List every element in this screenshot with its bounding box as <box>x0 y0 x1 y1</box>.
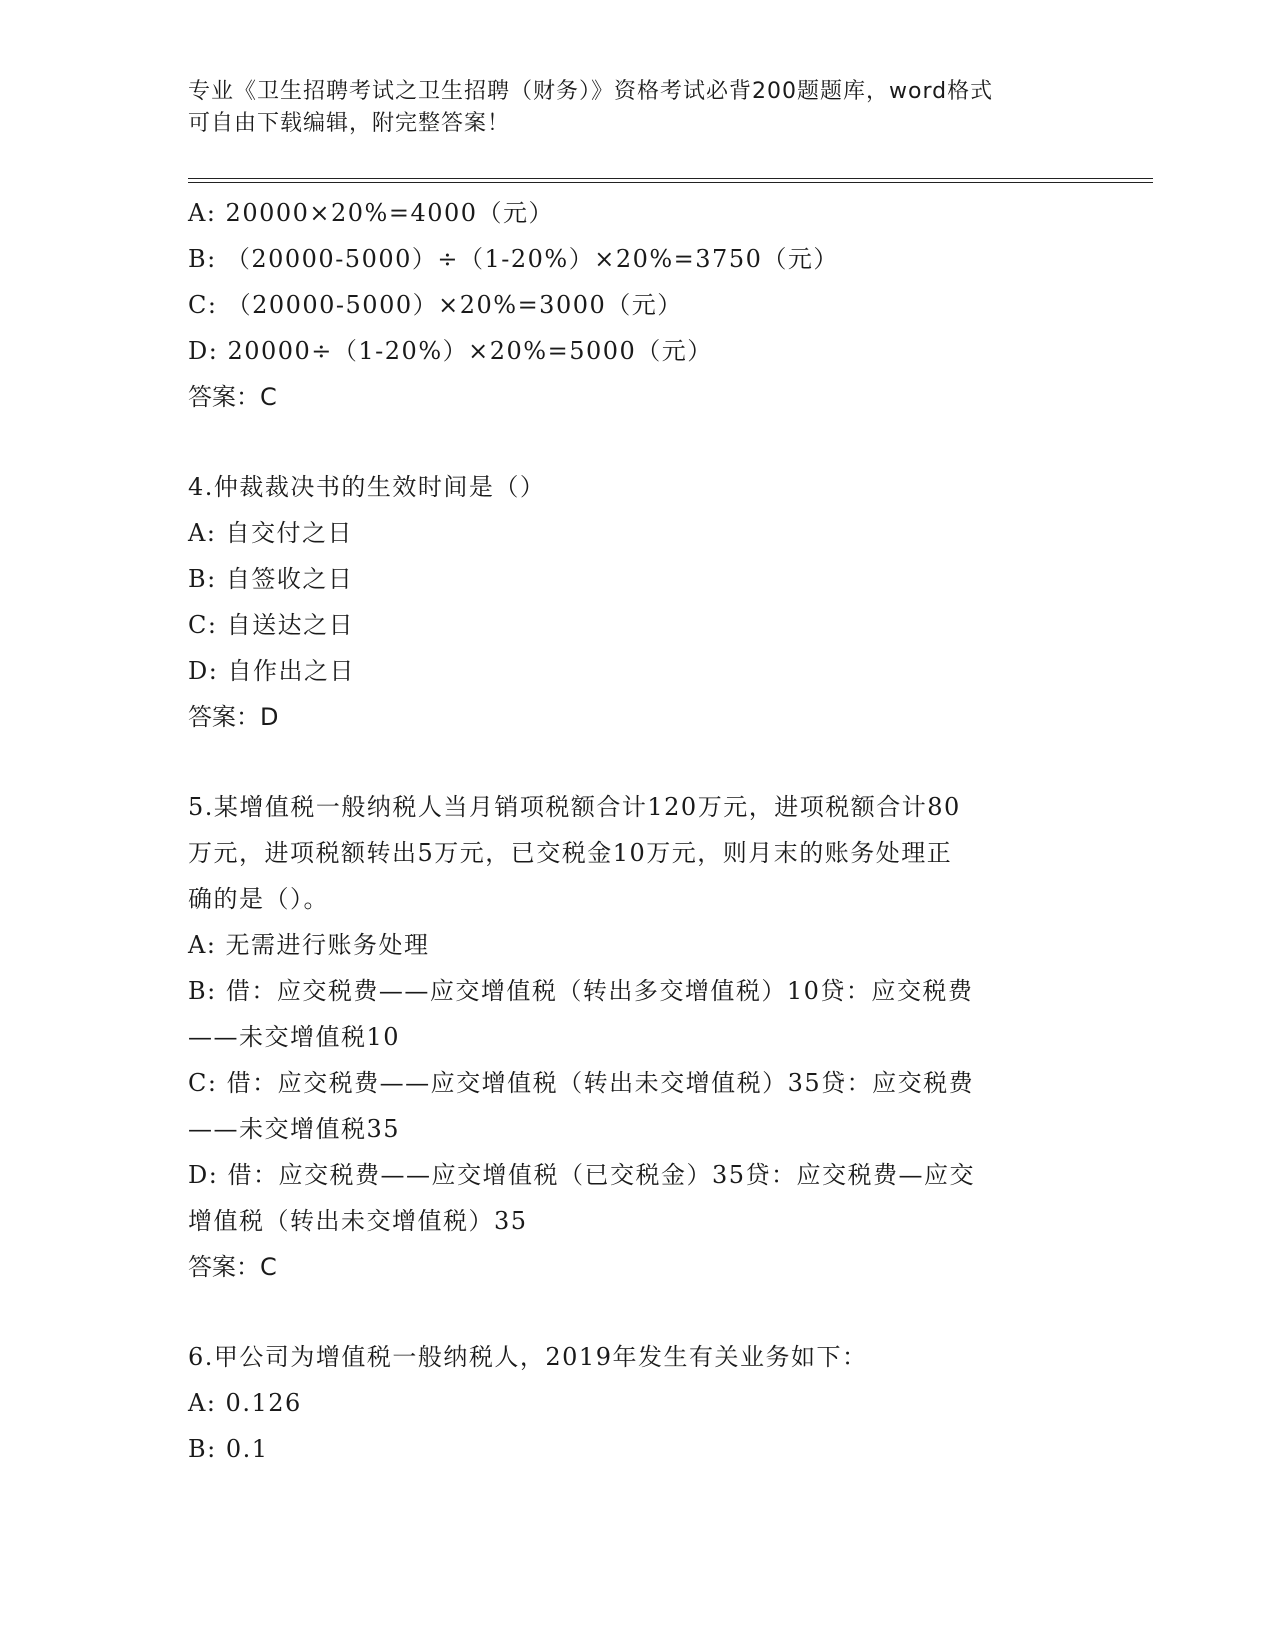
answer-line: 答案：C <box>188 1253 277 1281</box>
option-c-continued: ——未交增值税35 <box>188 1115 401 1143</box>
spacer <box>188 740 1088 784</box>
answer-line: 答案：D <box>188 703 279 731</box>
question-list <box>188 190 1088 1472</box>
option-b: B: （20000-5000）÷（1-20%）×20%=3750（元） <box>188 245 839 273</box>
option-d-continued: 增值税（转出未交增值税）35 <box>188 1207 528 1235</box>
header-divider-top <box>188 178 1153 179</box>
option-a: A: 自交付之日 <box>188 519 354 547</box>
question-4 <box>188 464 1088 740</box>
option-b: B: 自签收之日 <box>188 565 354 593</box>
question-text: 6.甲公司为增值税一般纳税人，2019年发生有关业务如下： <box>188 1343 868 1371</box>
question-text: 4.仲裁裁决书的生效时间是（） <box>188 473 546 501</box>
option-b: B: 借：应交税费——应交增值税（转出多交增值税）10贷：应交税费 <box>188 977 974 1005</box>
question-5 <box>188 784 1088 1290</box>
option-b: B: 0.1 <box>188 1435 269 1463</box>
question-3 <box>188 190 1088 420</box>
option-d: D: 借：应交税费——应交增值税（已交税金）35贷：应交税费—应交 <box>188 1161 975 1189</box>
header-title-line-2: 可自由下载编辑，附完整答案！ <box>188 111 511 136</box>
option-d: D: 20000÷（1-20%）×20%=5000（元） <box>188 337 713 365</box>
option-c: C: 借：应交税费——应交增值税（转出未交增值税）35贷：应交税费 <box>188 1069 975 1097</box>
question-text: 万元，进项税额转出5万元，已交税金10万元，则月末的账务处理正 <box>188 839 953 867</box>
option-a: A: 20000×20%=4000（元） <box>188 199 555 227</box>
header-divider-bottom <box>188 182 1153 183</box>
spacer <box>188 1290 1088 1334</box>
document-header <box>188 76 1068 140</box>
question-text: 5.某增值税一般纳税人当月销项税额合计120万元，进项税额合计80 <box>188 793 961 821</box>
option-d: D: 自作出之日 <box>188 657 355 685</box>
spacer <box>188 420 1088 464</box>
option-c: C: 自送达之日 <box>188 611 355 639</box>
question-text: 确的是（）。 <box>188 885 329 913</box>
question-6 <box>188 1334 1088 1472</box>
option-c: C: （20000-5000）×20%=3000（元） <box>188 291 683 319</box>
header-title-line-1: 专业《卫生招聘考试之卫生招聘（财务）》资格考试必背200题题库，word格式 <box>188 79 994 104</box>
answer-line: 答案：C <box>188 383 277 411</box>
option-b-continued: ——未交增值税10 <box>188 1023 401 1051</box>
option-a: A: 无需进行账务处理 <box>188 931 430 959</box>
option-a: A: 0.126 <box>188 1389 302 1417</box>
